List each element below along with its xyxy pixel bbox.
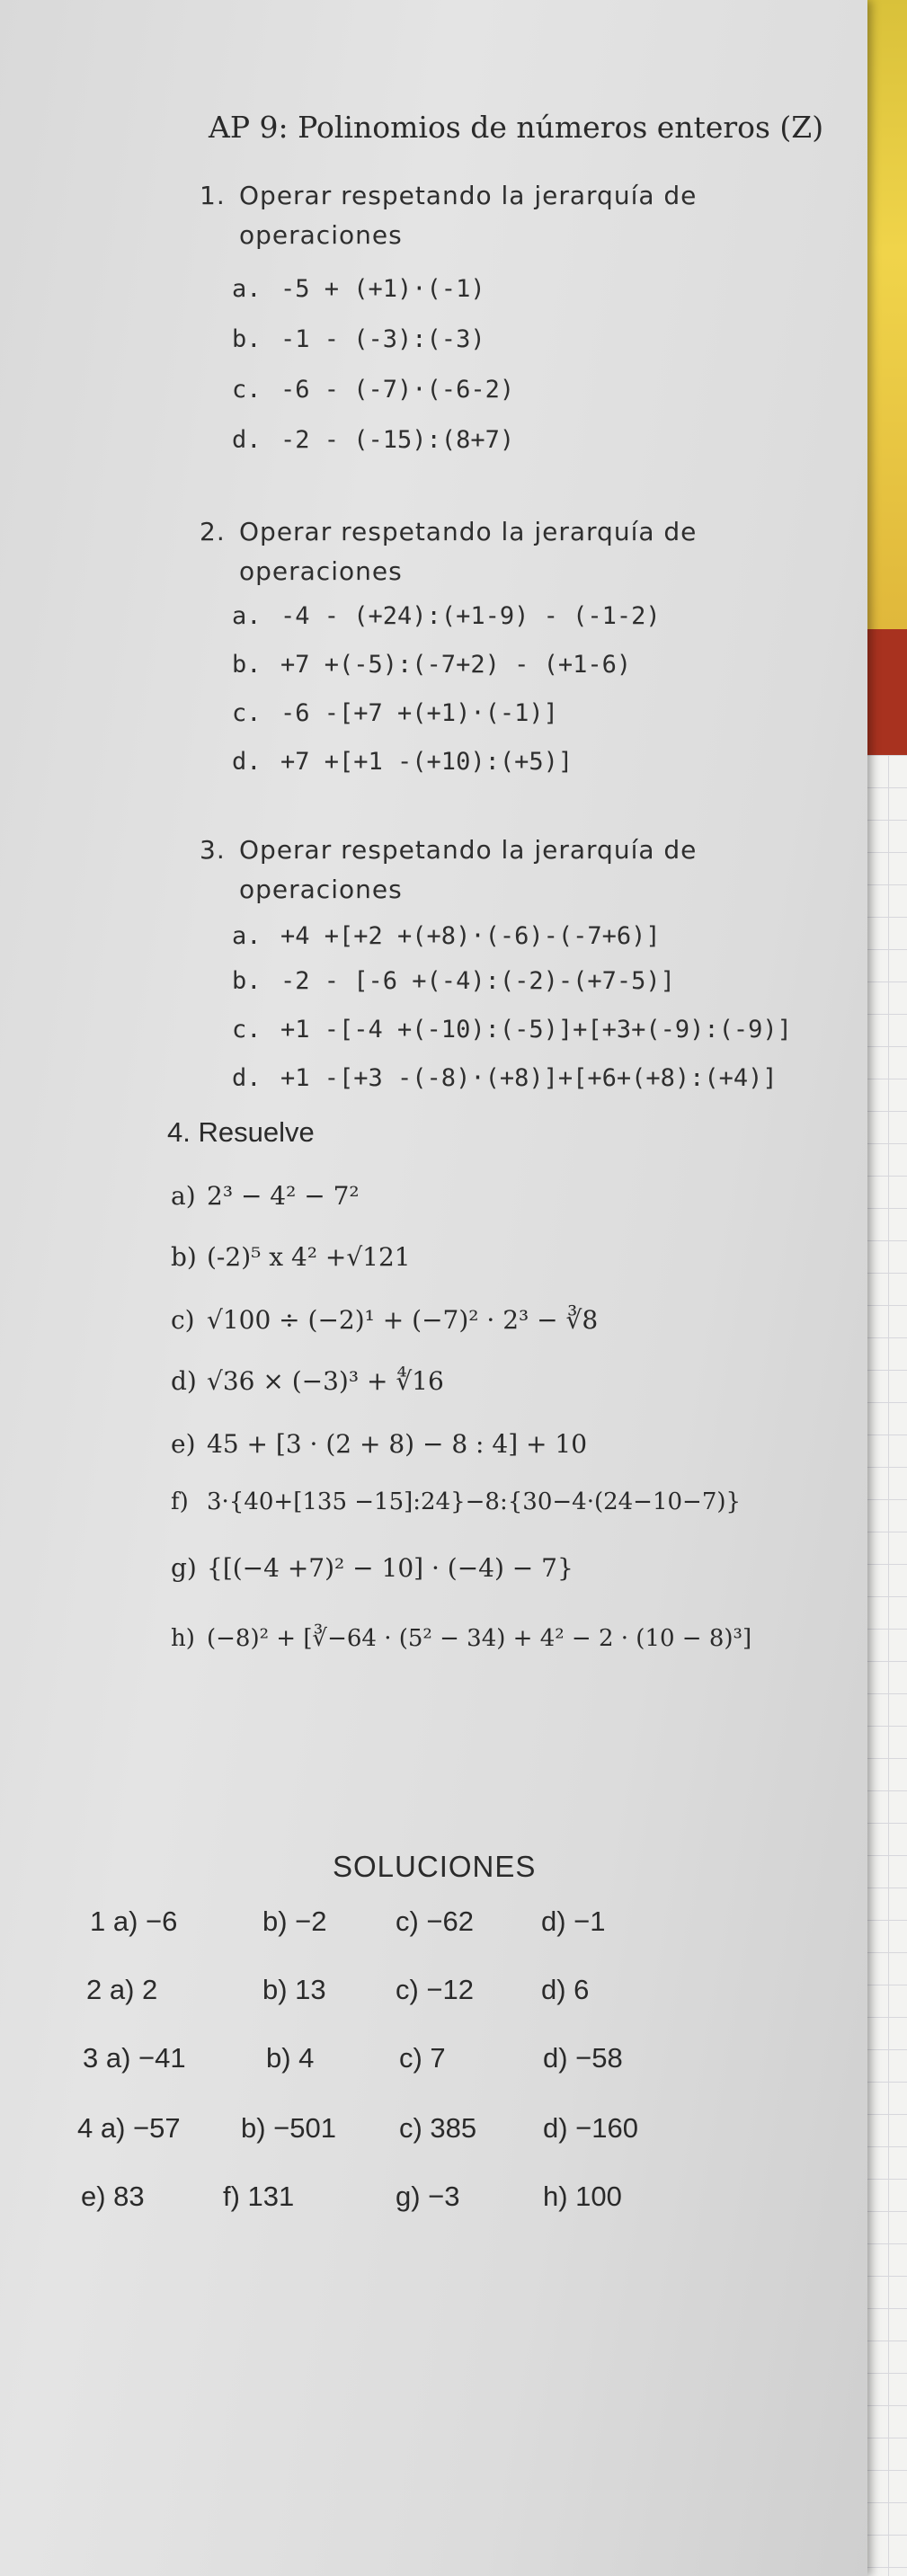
page-title: AP 9: Polinomios de números enteros (Z) — [209, 110, 824, 145]
exercise-item — [232, 1016, 792, 1044]
heading-line: operaciones — [239, 875, 403, 904]
solution-cell: e) 83 — [81, 2181, 145, 2212]
item-expression: -2 - [-6 +(-4):(-2)-(+7-5)] — [280, 967, 675, 995]
item-expression: -6 -[+7 +(+1)·(-1)] — [280, 699, 558, 727]
item-expression: +4 +[+2 +(+8)·(-6)-(-7+6)] — [280, 922, 661, 950]
item-expression: +1 -[-4 +(-10):(-5)]+[+3+(-9):(-9)] — [280, 1016, 792, 1044]
section-3-heading — [200, 831, 697, 910]
item-label: e) — [171, 1429, 196, 1459]
solution-cell: d) 6 — [541, 1974, 590, 2005]
item-label: c. — [232, 699, 262, 727]
item-expression: +1 -[+3 -(-8)·(+8)]+[+6+(+8):(+4)] — [280, 1064, 778, 1092]
item-label: b. — [232, 325, 262, 353]
solution-cell: c) −62 — [396, 1905, 475, 1937]
exercise-item — [232, 967, 675, 995]
exercise-item — [232, 275, 485, 303]
solution-cell: c) 7 — [399, 2042, 446, 2074]
exercise-item — [171, 1181, 360, 1211]
item-label: g) — [171, 1553, 197, 1583]
item-expression: {[(−4 +7)² − 10] · (−4) − 7} — [207, 1553, 574, 1583]
item-expression: -4 - (+24):(+1-9) - (-1-2) — [280, 602, 661, 630]
item-label: f) — [171, 1488, 189, 1515]
section-4-heading: 4. Resuelve — [167, 1116, 315, 1148]
solution-cell: 3 a) −41 — [83, 2042, 186, 2074]
solution-cell: b) −501 — [241, 2112, 337, 2144]
item-expression: 45 + [3 · (2 + 8) − 8 : 4] + 10 — [207, 1429, 588, 1459]
solutions-title: SOLUCIONES — [333, 1850, 537, 1883]
solution-cell: 2 a) 2 — [86, 1974, 158, 2005]
solution-cell: b) 13 — [262, 1974, 326, 2005]
exercise-item — [171, 1429, 587, 1459]
item-expression: 2³ − 4² − 7² — [207, 1181, 360, 1211]
item-label: c) — [171, 1305, 195, 1335]
exercise-item — [171, 1305, 598, 1335]
exercise-item — [232, 426, 514, 454]
exercise-item — [232, 602, 661, 630]
solution-cell: b) 4 — [266, 2042, 315, 2074]
exercise-item — [171, 1553, 574, 1583]
item-label: a. — [232, 275, 262, 303]
exercise-item — [232, 651, 631, 679]
exercise-item — [171, 1366, 444, 1396]
heading-line: operaciones — [239, 220, 403, 250]
item-label: h) — [171, 1625, 195, 1652]
item-label: d. — [232, 748, 262, 776]
exercise-item — [232, 1064, 778, 1092]
section-number: 3. — [200, 835, 226, 865]
item-label: d) — [171, 1366, 197, 1396]
item-label: d. — [232, 426, 262, 454]
section-2-heading — [200, 512, 697, 591]
solution-cell: d) −58 — [543, 2042, 623, 2074]
item-expression: +7 +[+1 -(+10):(+5)] — [280, 748, 574, 776]
heading-line: Operar respetando la jerarquía de — [239, 517, 698, 546]
solution-cell: f) 131 — [223, 2181, 295, 2212]
exercise-item — [232, 376, 514, 404]
item-label: b. — [232, 967, 262, 995]
solution-cell: c) 385 — [399, 2112, 477, 2144]
section-number: 1. — [200, 181, 226, 210]
solution-cell: g) −3 — [396, 2181, 460, 2212]
item-expression: +7 +(-5):(-7+2) - (+1-6) — [280, 651, 632, 679]
solution-cell: d) −1 — [541, 1905, 606, 1937]
solution-cell: 1 a) −6 — [90, 1905, 178, 1937]
item-label: d. — [232, 1064, 262, 1092]
item-expression: -2 - (-15):(8+7) — [280, 426, 515, 454]
item-expression: (-2)⁵ x 4² +√121 — [207, 1242, 411, 1272]
item-label: a. — [232, 922, 262, 950]
section-number: 2. — [200, 517, 226, 546]
exercise-item — [232, 922, 661, 950]
solution-cell: 4 a) −57 — [77, 2112, 181, 2144]
exercise-item — [171, 1625, 751, 1652]
item-label: b. — [232, 651, 262, 679]
item-label: a. — [232, 602, 262, 630]
item-expression: -6 - (-7)·(-6-2) — [280, 376, 515, 404]
exercise-item — [232, 325, 485, 353]
heading-line: Operar respetando la jerarquía de — [239, 181, 698, 210]
heading-line: operaciones — [239, 556, 403, 586]
item-label: c. — [232, 376, 262, 404]
item-label: a) — [171, 1181, 196, 1211]
exercise-item — [232, 699, 558, 727]
item-expression: √36 × (−3)³ + ∜16 — [207, 1366, 444, 1396]
item-expression: -5 + (+1)·(-1) — [280, 275, 485, 303]
item-expression: 3·{40+[135 −15]:24}−8:{30−4·(24−10−7)} — [207, 1488, 742, 1515]
exercise-item — [171, 1242, 411, 1272]
section-1-heading — [200, 176, 697, 255]
item-expression: (−8)² + [∛−64 · (5² − 34) + 4² − 2 · (10 − 8)³] — [207, 1625, 752, 1652]
solution-cell: b) −2 — [262, 1905, 327, 1937]
exercise-item — [171, 1488, 741, 1515]
solution-cell: h) 100 — [543, 2181, 622, 2212]
solution-cell: d) −160 — [543, 2112, 639, 2144]
item-label: c. — [232, 1016, 262, 1044]
item-expression: -1 - (-3):(-3) — [280, 325, 485, 353]
background-red-object — [863, 629, 907, 755]
solution-cell: c) −12 — [396, 1974, 475, 2005]
exercise-item — [232, 748, 573, 776]
item-label: b) — [171, 1242, 197, 1272]
heading-line: Operar respetando la jerarquía de — [239, 835, 698, 865]
item-expression: √100 ÷ (−2)¹ + (−7)² · 2³ − ∛8 — [207, 1305, 599, 1335]
